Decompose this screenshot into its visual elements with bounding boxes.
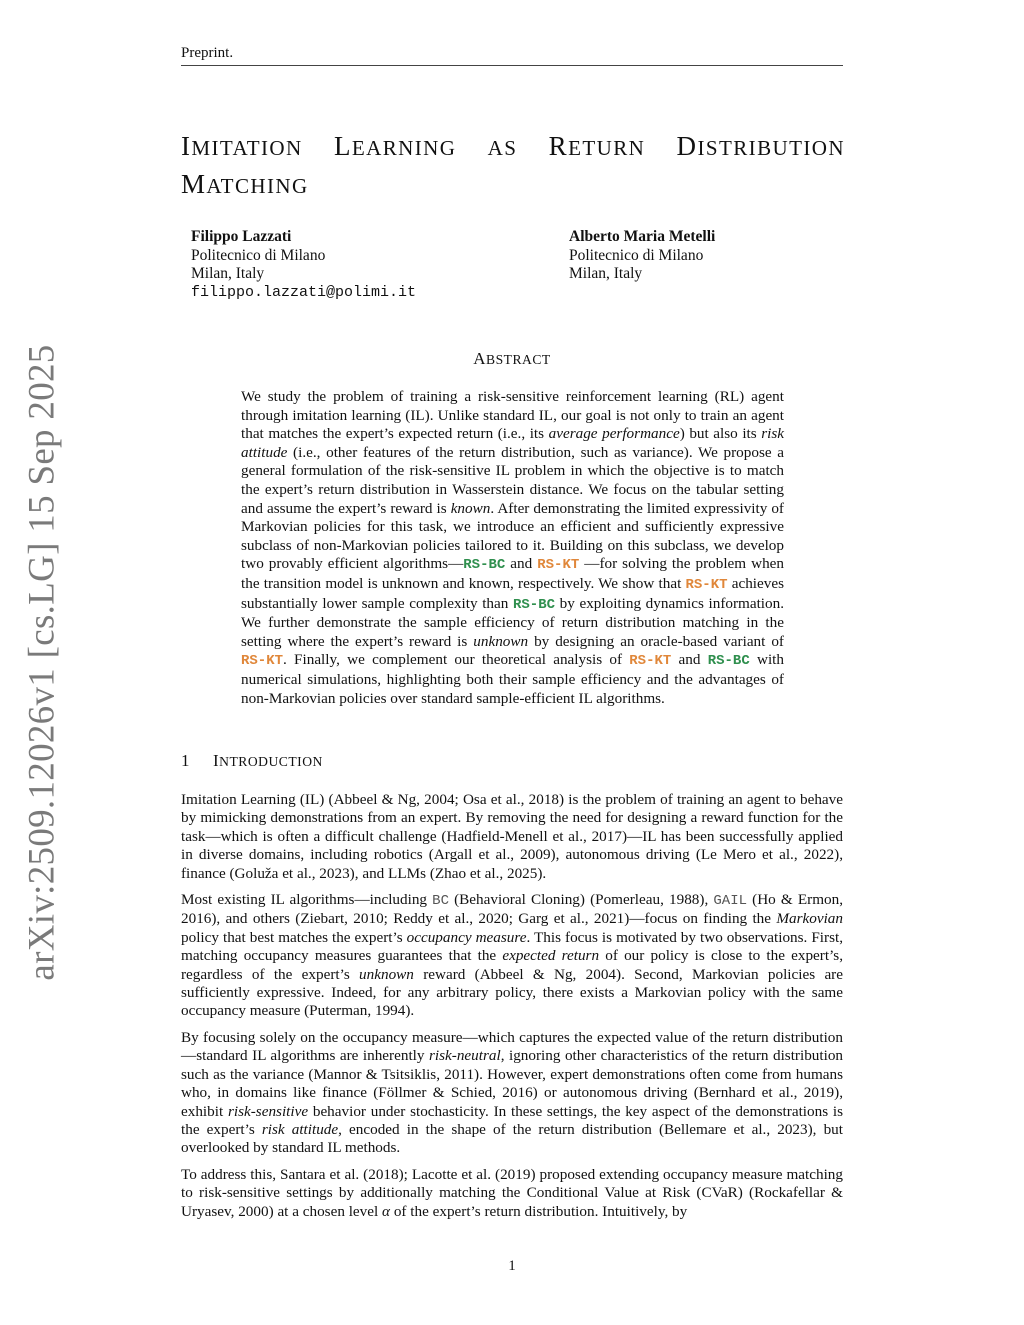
title-word: IMITATION: [181, 131, 303, 161]
algorithm-rs-bc: RS-BC: [707, 653, 750, 670]
author-block-1: [191, 228, 416, 302]
title-word: MATCHING: [181, 169, 309, 199]
author-email[interactable]: filippo.lazzati@polimi.it: [191, 283, 417, 301]
author-location: Milan, Italy: [569, 265, 643, 282]
title-word: DISTRIBUTION: [676, 131, 845, 161]
algorithm-rs-kt: RS-KT: [629, 653, 672, 670]
author-name: Filippo Lazzati: [191, 228, 292, 245]
abstract-text: We study the problem of training a risk-sensitive reinforcement learning (RL) agent through imitation learning (IL). Unlike standard IL, our goal is not only to train an agent that matches the expert’s expected return (i.e., its average performance) but also its risk attitude (i.e., other features of the return distribution, such as variance). We propose a general formulation of the risk-sensitive IL problem in which the objective is to match the expert’s return distribution in Wasserstein distance. We focus on the tabular setting and assume the expert’s reward is known. After demonstrating the limited expressivity of Markovian policies for this task, we introduce an efficient and sufficiently expressive subclass of non-Markovian policies tailored to it. Building on this subclass, we develop two provably efficient algorithms—RS-BC and RS-KT —for solving the problem when the transition model is unknown and known, respectively. We show that RS-KT achieves substantially lower sample complexity than RS-BC by exploiting dynamics information. We further demonstrate the sample efficiency of return distribution matching in the setting where the expert’s reward is unknown by designing an oracle-based variant of RS-KT. Finally, we complement our theoretical analysis of RS-KT and RS-BC with numerical simulations, highlighting both their sample efficiency and the advantages of non-Markovian policies over standard sample-efficient IL algorithms.: [241, 388, 785, 707]
abstract-heading: ABSTRACT: [473, 349, 551, 368]
author-affiliation: Politecnico di Milano: [569, 246, 704, 264]
running-header: [181, 44, 843, 66]
title-word: LEARNING: [333, 131, 457, 161]
algorithm-rs-kt: RS-KT: [537, 557, 580, 574]
author-affiliation: Politecnico di Milano: [191, 246, 326, 264]
paragraph: By focusing solely on the occupancy measure—which captures the expected value of the return distribution—standard IL algorithms are inherently risk-neutral, ignoring other characteristics of the return distribution such as the variance (Mannor & Tsitsiklis, 2011). However, expert demonstrations often come from humans who, in domains like finance (Föllmer & Schied, 2016) or autonomous driving (Bernhard et al., 2019), exhibit risk-sensitive behavior under stochasticity. In these settings, the key aspect of the demonstrations is the expert’s risk attitude, encoded in the shape of the return distribution (Bellemare et al., 2023), but overlooked by standard IL methods.: [181, 1028, 844, 1157]
author-block-2: [569, 228, 715, 284]
algorithm-rs-bc: RS-BC: [513, 596, 556, 613]
algorithm-rs-kt: RS-KT: [241, 653, 284, 670]
header-label: Preprint.: [181, 45, 234, 61]
algorithm-rs-bc: RS-BC: [463, 557, 506, 574]
paragraph: Most existing IL algorithms—including BC (Behavioral Cloning) (Pomerleau, 1988), GAIL (Ho & Ermon, 2016), and others (Ziebart, 2010; Reddy et al., 2020; Garg et al., 2021)—focus on finding the Markovian policy that best matches the expert’s occupancy measure. This focus is motivated by two observations. First, matching occupancy measures guarantees that the expected return of our policy is close to the expert’s, regardless of the expert’s unknown reward (Abbeel & Ng, 2004). Second, Markovian policies are sufficiently expressive. Indeed, for any arbitrary policy, there exists a Markovian policy with the same occupancy measure (Puterman, 1994).: [181, 891, 844, 1020]
section-heading-introduction: 1 INTRODUCTION: [181, 751, 323, 770]
arxiv-sidebar: [6, 344, 78, 981]
author-name: Alberto Maria Metelli: [569, 228, 716, 245]
page-number: 1: [508, 1258, 516, 1274]
paragraph: To address this, Santara et al. (2018); Lacotte et al. (2019) proposed extending occupancy measure matching to risk-sensitive settings by additionally matching the Conditional Value at Risk (CVaR) (Rockafellar & Uryasev, 2000) at a chosen level α of the expert’s return distribution. Intuitively, by: [181, 1165, 843, 1220]
algorithm-rs-kt: RS-KT: [685, 576, 728, 593]
arxiv-identifier: arXiv:2509.12026v1 [cs.LG] 15 Sep 2025: [21, 344, 63, 981]
author-location: Milan, Italy: [191, 265, 265, 282]
paragraph: Imitation Learning (IL) (Abbeel & Ng, 2004; Osa et al., 2018) is the problem of training an agent to behave by mimicking demonstrations from an expert. By removing the need for designing a reward function for the task—which is often a difficult challenge (Hadfield-Menell et al., 2017)—IL has been successfully applied in diverse domains, including robotics (Argall et al., 2009), autonomous driving (Le Mero et al., 2022), finance (Goluža et al., 2023), and LLMs (Zhao et al., 2025).: [181, 791, 843, 882]
introduction-body: [181, 791, 843, 1229]
paper-title: [181, 128, 845, 204]
title-word: AS: [487, 136, 518, 160]
title-word: RETURN: [548, 131, 646, 161]
